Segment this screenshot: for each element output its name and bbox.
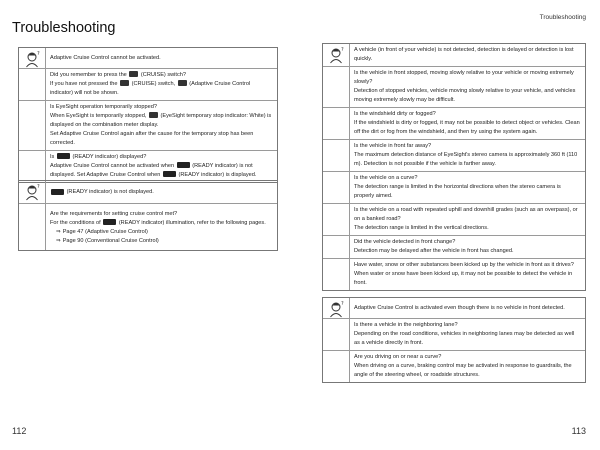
box-title: Adaptive Cruise Control is activated even though there is no vehicle in front detected. xyxy=(354,304,565,311)
troubleshoot-box-activated-no-vehicle xyxy=(322,297,586,383)
confused-person-icon xyxy=(23,183,41,201)
arrow-right-icon: ⇒ xyxy=(56,229,61,235)
confused-person-icon xyxy=(23,50,41,68)
ready-indicator-icon xyxy=(103,219,116,225)
box-title: Adaptive Cruise Control cannot be activated. xyxy=(50,54,161,61)
person-icon-cell xyxy=(323,44,350,66)
page-title: Troubleshooting xyxy=(12,20,116,36)
check-row-vehicle-stopped: Is the vehicle in front stopped, moving slowly relative to your vehicle or moving extremely slowly? Detection of stopped vehicles, vehicle moving slowly relative to your vehicle, and vehicles moving extremely slowly may be difficult. xyxy=(323,67,585,108)
arrow-right-icon: ⇒ xyxy=(56,238,61,244)
check-row-cruise-switch: Did you remember to press the (CRUISE) switch? If you have not pressed the (CRUISE) switch, (Adaptive Cruise Control indicator) will not be shown. xyxy=(19,69,277,101)
box-title: A vehicle (in front of your vehicle) is not detected, detection is delayed or detection is lost quickly. xyxy=(354,47,574,62)
check-row-grades: Is the vehicle on a road with repeated uphill and downhill grades (such as an overpass), or on a banked road? The detection range is limited in the vertical directions. xyxy=(323,204,585,236)
check-row-eyesight-stopped: Is EyeSight operation temporarily stopped? When EyeSight is temporarily stopped, (EyeSight temporary stop indicator: White) is displayed on the combination meter display. Set Adaptive Cruise Control again after the cause for the temporary stop has been corrected. xyxy=(19,101,277,151)
check-row-water-snow: Have water, snow or other substances been kicked up by the vehicle in front as it drives? When water or snow have been kicked up, it may not be possible to detect the vehicle in front. xyxy=(323,259,585,290)
svg-text:?: ? xyxy=(37,51,40,57)
cruise-switch-icon xyxy=(120,80,129,86)
page-reference: ⇒ Page 47 (Adaptive Cruise Control) xyxy=(56,229,148,235)
svg-text:?: ? xyxy=(37,184,40,190)
check-row-neighboring-lane: Is there a vehicle in the neighboring lane? Depending on the road conditions, vehicles in neighboring lanes may be detected as well as a vehicle directly in front. xyxy=(323,319,585,351)
box-title-row xyxy=(323,44,585,67)
troubleshoot-box-vehicle-not-detected xyxy=(322,43,586,291)
page-number-left: 112 xyxy=(12,426,27,436)
page-reference: ⇒ Page 90 (Conventional Cruise Control) xyxy=(56,238,159,244)
check-row-windshield: Is the windshield dirty or fogged? If the windshield is dirty or fogged, it may not be possible to detect object or vehicles. Clean off the dirt or fog from the windshield, and then try using the system again. xyxy=(323,108,585,140)
confused-person-icon xyxy=(327,46,345,64)
check-row-driving-curve: Are you driving on or near a curve? When driving on a curve, braking control may be activated in response to guardrails, the angle of the steering wheel, or roadside structures. xyxy=(323,351,585,382)
box-title-row xyxy=(19,48,277,69)
check-row-ready-indicator: Is (READY indicator) displayed? Adaptive Cruise Control cannot be activated when (READY indicator) is not displayed. Set Adaptive Cruise Control when (READY indicator) is displayed. xyxy=(19,151,277,182)
person-icon-cell xyxy=(19,48,46,68)
confused-person-icon xyxy=(327,300,345,318)
check-row-requirements: Are the requirements for setting cruise control met? For the conditions of (READY indicator) illumination, refer to the following pages. ⇒ Page 47 (Adaptive Cruise Control) ⇒ Page 90 (Conventional Cruise Control) xyxy=(19,204,277,250)
eyesight-temporary-stop-icon xyxy=(149,112,158,118)
svg-text:?: ? xyxy=(341,47,344,53)
check-row-vehicle-changed: Did the vehicle detected in front change? Detection may be delayed after the vehicle in front has changed. xyxy=(323,236,585,259)
check-row-far-away: Is the vehicle in front far away? The maximum detection distance of EyeSight's stereo camera is approximately 360 ft (110 m). Detection is not possible if the vehicle is farther away. xyxy=(323,140,585,172)
check-row-curve: Is the vehicle on a curve? The detection range is limited in the horizontal directions when the stereo camera is properly aimed. xyxy=(323,172,585,204)
box-title: (READY indicator) is not displayed. xyxy=(46,181,277,203)
ready-indicator-icon xyxy=(177,162,190,168)
ready-indicator-icon xyxy=(51,189,64,195)
troubleshoot-box-ready-not-displayed xyxy=(18,180,278,251)
acc-indicator-icon xyxy=(178,80,187,86)
svg-text:?: ? xyxy=(341,301,344,307)
running-header: Troubleshooting xyxy=(539,14,586,21)
troubleshoot-box-acc-not-activated xyxy=(18,47,278,183)
cruise-switch-icon xyxy=(129,71,138,77)
person-icon-cell xyxy=(323,298,350,318)
page-number-right: 113 xyxy=(571,426,586,436)
ready-indicator-icon xyxy=(163,171,176,177)
box-title-row xyxy=(19,181,277,204)
person-icon-cell xyxy=(19,181,46,203)
box-title-row xyxy=(323,298,585,319)
ready-indicator-icon xyxy=(57,153,70,159)
